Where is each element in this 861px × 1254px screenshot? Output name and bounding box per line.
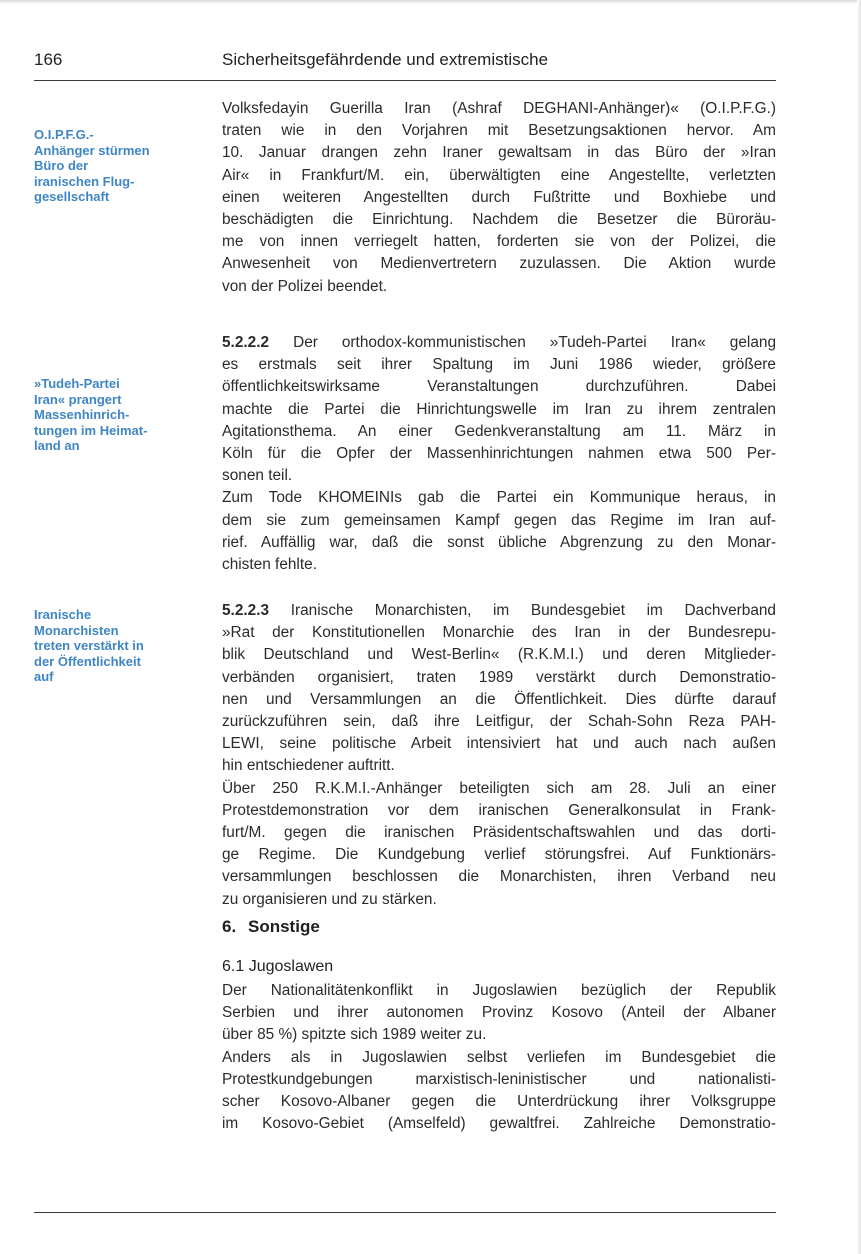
- section-6-title: Sonstige: [248, 917, 320, 936]
- page-number: 166: [34, 50, 63, 69]
- text-line: Zum Tode KHOMEINIs gab die Partei ein Kommunique heraus, in: [222, 489, 776, 507]
- page-header: [34, 50, 776, 80]
- text-line: nen und Versammlungen an die Öffentlichkeit. Dies dürfte darauf: [222, 690, 776, 708]
- text-line: Protestkundgebungen marxistisch-leninistischer und nationalisti-: [222, 1070, 776, 1088]
- section-number: 5.2.2.2: [222, 334, 270, 351]
- section-6-1-body: [222, 980, 776, 1135]
- text-line: »Rat der Konstitutionellen Monarchie des Iran in der Bundesrepu-: [222, 624, 776, 642]
- text-line: Der Nationalitätenkonflikt in Jugoslawien bezüglich der Republik: [222, 982, 776, 999]
- text-line: beschädigten die Einrichtung. Nachdem die Besetzer die Büroräu-: [222, 211, 776, 229]
- text-line: von der Polizei beendet.: [222, 277, 388, 295]
- text-line: Protestdemonstration vor dem iranischen Generalkonsulat in Frank-: [222, 801, 776, 819]
- margin-note-line: Büro der: [34, 158, 89, 173]
- margin-note-line: Iranische: [34, 607, 92, 622]
- text-line: über 85 %) spitzte sich 1989 weiter zu.: [222, 1026, 487, 1044]
- text-line: verbänden organisiert, traten 1989 verstärkt durch Demonstratio-: [222, 668, 776, 686]
- text-line: zu organisieren und zu stärken.: [222, 890, 437, 908]
- margin-note-line: land an: [34, 438, 80, 453]
- text-line: zurückzuführen sein, daß ihre Leitfigur, der Schah-Sohn Reza PAH-: [222, 713, 776, 731]
- text-line: Agitationsthema. An einer Gedenkveranstaltung am 11. März in: [222, 422, 776, 440]
- text-line: einen weiteren Angestellten durch Fußtritte und Boxhiebe und: [222, 188, 776, 206]
- text-line: me von innen verriegelt hatten, forderten sie von der Polizei, die: [222, 233, 776, 251]
- section-6-heading: [222, 917, 320, 937]
- section-first-line-text: Iranische Monarchisten, im Bundesgebiet im Dachverband: [290, 602, 776, 619]
- text-line: Serbien und ihrer autonomen Provinz Kosovo (Anteil der Albaner: [222, 1004, 776, 1022]
- margin-note-line: tungen im Heimat-: [34, 422, 148, 438]
- margin-note-line: iranischen Flug-: [34, 173, 135, 189]
- text-line: Köln für die Opfer der Massenhinrichtungen nahmen etwa 500 Per-: [222, 445, 776, 463]
- text-line: Anwesenheit von Medienvertretern zuzulassen. Die Aktion wurde: [222, 255, 776, 273]
- section-first-line: [222, 600, 776, 622]
- text-line: traten wie in den Vorjahren mit Besetzungsaktionen hervor. Am: [222, 122, 776, 140]
- margin-note-line: gesellschaft: [34, 189, 110, 204]
- section-number: 5.2.2.3: [222, 602, 270, 619]
- header-rule: [34, 80, 776, 81]
- margin-note-line: »Tudeh-Partei: [34, 376, 120, 391]
- margin-note-line: Monarchisten: [34, 622, 119, 638]
- section-first-line-text: Der orthodox-kommunistischen »Tudeh-Partei Iran« gelang: [293, 334, 776, 351]
- margin-note-line: der Öffentlichkeit: [34, 653, 141, 669]
- margin-note-tudeh: [34, 376, 206, 454]
- margin-note-monarchisten: [34, 607, 206, 685]
- section-5-2-2-2: [222, 332, 776, 576]
- section-6-number: 6.: [222, 917, 237, 936]
- running-title: Sicherheitsgefährdende und extremistische: [222, 50, 549, 69]
- margin-note-line: auf: [34, 669, 54, 684]
- text-line: machte die Partei die Hinrichtungswelle im Iran zu ihrem zentralen: [222, 400, 776, 418]
- text-line: öffentlichkeitswirksame Veranstaltungen durchzuführen. Dabei: [222, 378, 776, 396]
- footer-rule: [34, 1212, 776, 1213]
- margin-note-oipfg: [34, 127, 206, 205]
- text-line: Volksfedayin Guerilla Iran (Ashraf DEGHANI-Anhänger)« (O.I.P.F.G.): [222, 100, 776, 117]
- text-line: im Kosovo-Gebiet (Amselfeld) gewaltfrei. Zahlreiche Demonstratio-: [222, 1115, 776, 1133]
- page-top-edge: [0, 0, 861, 4]
- text-line: es erstmals seit ihrer Spaltung im Juni 1986 wieder, größere: [222, 356, 776, 374]
- text-line: blik Deutschland und West-Berlin« (R.K.M.I.) und deren Mitglieder-: [222, 646, 776, 664]
- section-5-2-2-3: [222, 600, 776, 911]
- text-line: scher Kosovo-Albaner gegen die Unterdrückung ihrer Volksgruppe: [222, 1093, 776, 1111]
- text-line: chisten fehlte.: [222, 556, 317, 574]
- text-line: dem sie zum gemeinsamen Kampf gegen das Regime im Iran auf-: [222, 511, 776, 529]
- text-line: sonen teil.: [222, 467, 293, 485]
- margin-note-line: O.I.P.F.G.-: [34, 127, 94, 142]
- margin-note-line: Anhänger stürmen: [34, 142, 150, 158]
- text-line: rief. Auffällig war, daß die sonst übliche Abgrenzung zu den Monar-: [222, 533, 776, 551]
- page-right-edge: [857, 0, 861, 1254]
- text-line: Über 250 R.K.M.I.-Anhänger beteiligten sich am 28. Juli an einer: [222, 779, 776, 797]
- text-line: versammlungen beschlossen die Monarchisten, ihren Verband neu: [222, 868, 776, 886]
- text-line: 10. Januar drangen zehn Iraner gewaltsam in das Büro der »Iran: [222, 144, 776, 162]
- section-first-line: [222, 332, 776, 354]
- text-line: furt/M. gegen die iranischen Präsidentschaftswahlen und das dorti-: [222, 824, 776, 842]
- subsection-6-1-heading: 6.1 Jugoslawen: [222, 958, 334, 975]
- margin-note-line: treten verstärkt in: [34, 638, 144, 653]
- text-line: Anders als in Jugoslawien selbst verliefen im Bundesgebiet die: [222, 1048, 776, 1066]
- text-line: LEWI, seine politische Arbeit intensiviert hat und auch nach außen: [222, 735, 776, 753]
- margin-note-line: Massenhinrich-: [34, 407, 130, 422]
- text-line: Air« in Frankfurt/M. ein, überwältigten eine Angestellte, verletzten: [222, 166, 776, 184]
- paragraph-oipfg: [222, 98, 776, 298]
- text-line: hin entschiedener auftritt.: [222, 757, 395, 775]
- text-line: ge Regime. Die Kundgebung verlief störungsfrei. Auf Funktionärs-: [222, 846, 776, 864]
- margin-note-line: Iran« prangert: [34, 391, 122, 407]
